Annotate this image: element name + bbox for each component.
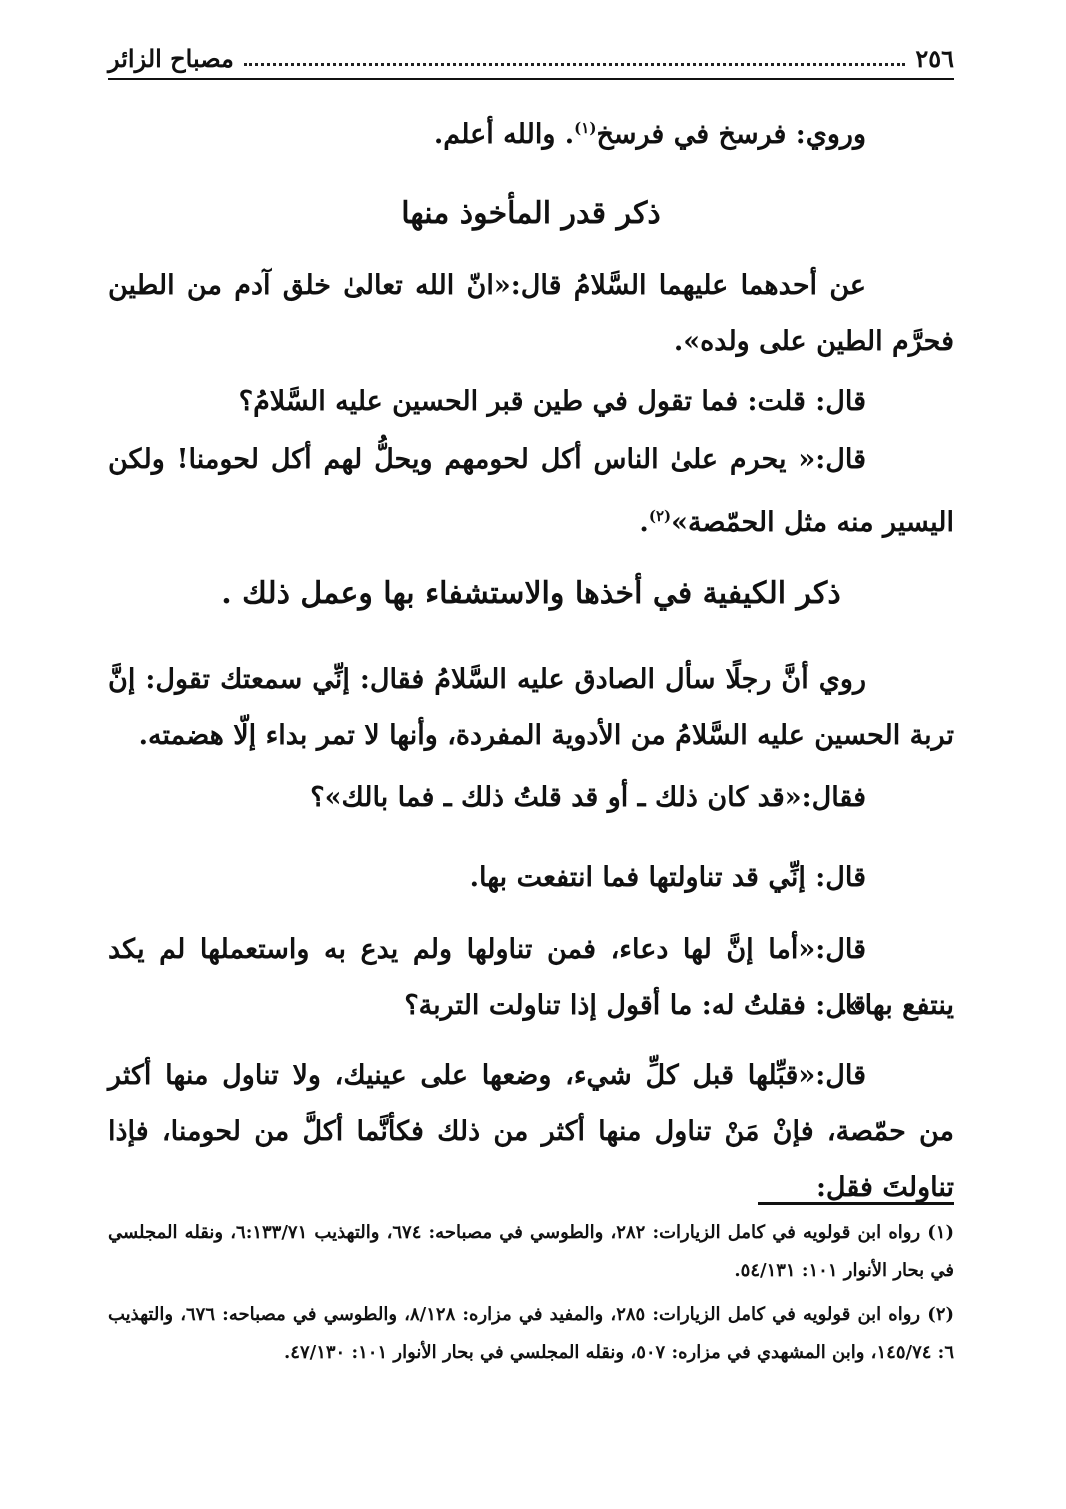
book-title: مصباح الزائر — [108, 43, 234, 73]
paragraph-7: قال:«أما إنَّ لها دعاء، فمن تناولها ولم يدع به واستعملها لم يكد ينتفع بها». — [108, 934, 954, 1021]
paragraph-3-tail: . — [639, 507, 649, 538]
paragraph-2: قال: قلت: فما تقول في طين قبر الحسين عليه السَّلامُ؟ — [238, 386, 866, 417]
running-header — [108, 38, 954, 80]
intro-text: وروي: فرسخ في فرسخ — [596, 119, 866, 150]
paragraph-6: قال: إنِّي قد تناولتها فما انتفعت بها. — [469, 862, 866, 893]
footnote-2: (٢) رواه ابن قولويه في كامل الزيارات: ٢٨٥، والمفيد في مزاره: ٨/١٢٨، والطوسي في مصباحه: ٦٧٦، والتهذيب ٦: ١٤٥/٧٤، وابن المشهدي في مزاره: ٥٠٧، ونقله المجلسي في بحار الأنوار ١٠١: ٤٧/١٣٠. — [108, 1304, 955, 1363]
paragraph-9: قال:«قبِّلها قبل كلِّ شيء، وضعها على عينيك، ولا تناول منها أكثر من حمّصة، فإنْ مَنْ تناول منها أكثر من ذلك فكأنَّما أكلَّ من لحومنا، فإذا تناولتَ فقل: — [108, 1060, 954, 1203]
paragraph-4: روي أنَّ رجلًا سأل الصادق عليه السَّلامُ فقال: إنِّي سمعتك تقول: إنَّ تربة الحسين عليه السَّلامُ من الأدوية المفردة، وأنها لا تمر بداء إلّا هضمته. — [108, 664, 954, 751]
section-heading-method: ذكر الكيفية في أخذها والاستشفاء بها وعمل ذلك . — [221, 576, 841, 611]
header-dotted-leader — [244, 63, 905, 66]
footnote-ref-2: (٢) — [648, 507, 672, 525]
footnote-ref-1: (١) — [574, 119, 597, 137]
paragraph-8: قال: فقلتُ له: ما أقول إذا تناولت التربة؟ — [404, 990, 866, 1021]
section-heading-amount: ذكر قدر المأخوذ منها — [401, 196, 661, 231]
footnote-1: (١) رواه ابن قولويه في كامل الزيارات: ٢٨٢، والطوسي في مصباحه: ٦٧٤، والتهذيب ٦:١٣٣/٧١، ونقله المجلسي في بحار الأنوار ١٠١: ٥٤/١٣١. — [108, 1222, 954, 1281]
paragraph-3-text: قال:« يحرم علىٰ الناس أكل لحومهم ويحلُّ لهم أكل لحومنا! ولكن اليسير منه مثل الحمّصة» — [108, 444, 954, 538]
paragraph-5: فقال:«قد كان ذلك ـ أو قد قلتُ ذلك ـ فما بالك»؟ — [310, 782, 866, 813]
intro-tail: . والله أعلم. — [433, 119, 575, 150]
intro-line — [108, 100, 954, 163]
page-number: ٢٥٦ — [915, 43, 954, 73]
paragraph-1: عن أحدهما عليهما السَّلامُ قال:«انّ الله تعالىٰ خلق آدم من الطين فحرَّم الطين على ولده». — [108, 270, 954, 357]
footnote-separator — [758, 1202, 954, 1205]
paragraph-3 — [108, 432, 954, 551]
